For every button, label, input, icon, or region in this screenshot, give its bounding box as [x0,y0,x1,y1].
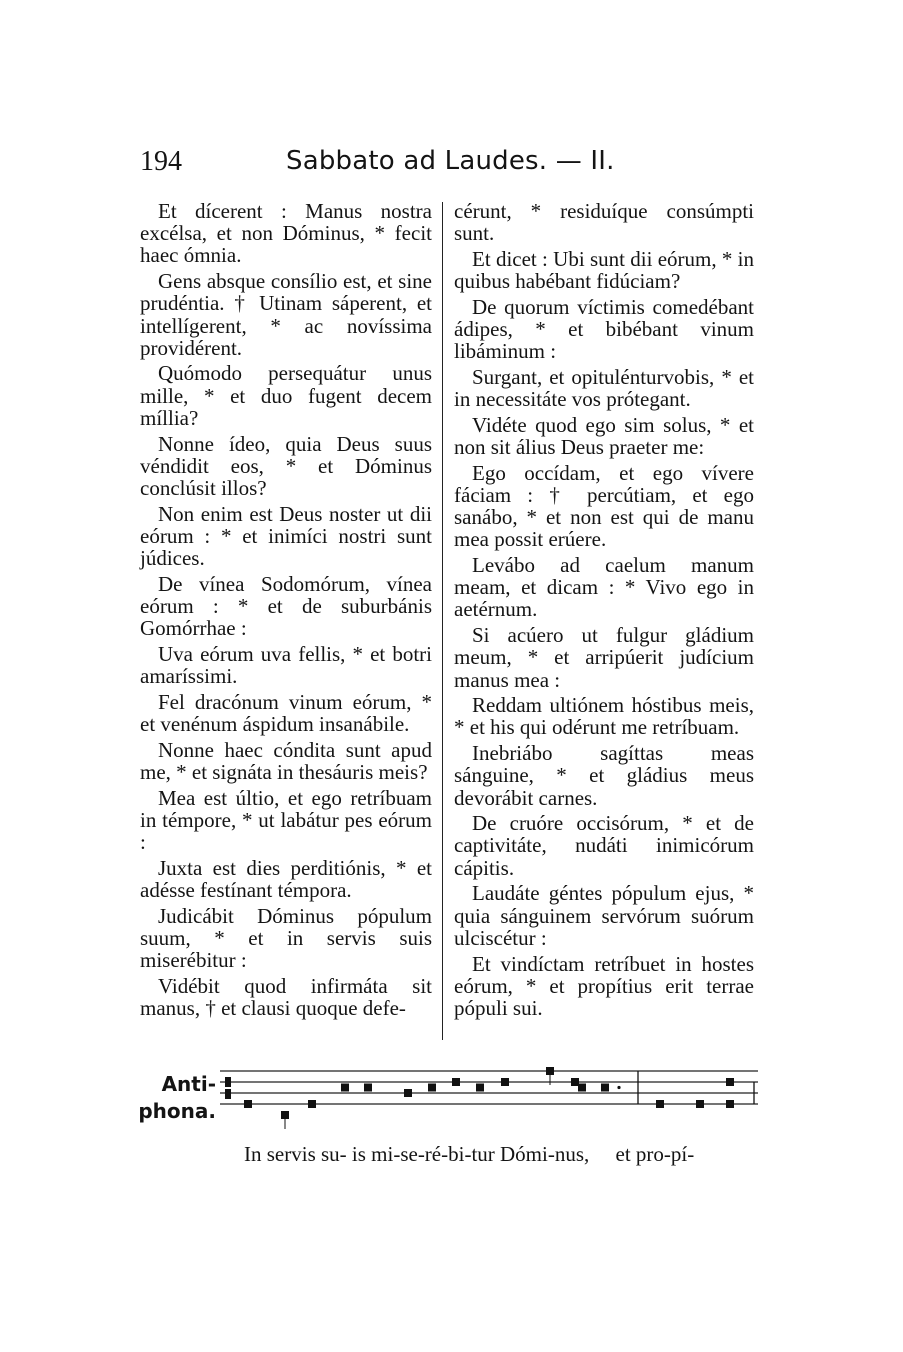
verse: Gens absque consílio est, et sine prudéntia. † Utinam sáperent, et intellígerent, * ac novíssima providérent. [140,269,432,360]
clef-mark [225,1089,231,1099]
chant-note [696,1100,704,1108]
verse: Quómodo persequátur unus mille, * et duo fugent decem míllia? [140,361,432,430]
right-column [454,200,754,1023]
antiphon-lyrics: In servis su- is mi-se-ré-bi-tur Dómi-nus, et pro-pí- [244,1142,695,1166]
verse: Et dicet : Ubi sunt dii eórum, * in quibus habébant fidúciam? [454,246,754,294]
verse: Surgant, et opitulénturvobis, * et in necessitáte vos prótegant. [454,364,754,412]
verse: Et vindíctam retríbuet in hostes eórum, * et propítius erit terrae pópuli sui. [454,951,754,1020]
verse: Ego occídam, et ego vívere fáciam : † percútiam, et ego sanábo, * et non est qui de manu mea possit erúere. [454,460,754,552]
verse: Laudáte géntes pópulum ejus, * quia sánguinem servórum suórum ulciscétur : [454,881,754,950]
antiphon-label [134,1071,216,1125]
verse: Reddam ultiónem hóstibus meis, * et his qui odérunt me retríbuam. [454,693,754,740]
chant-note [428,1084,436,1092]
chant-note [571,1078,579,1086]
clef-mark [225,1077,231,1087]
verse: Fel dracónum vinum eórum, * et venénum áspidum insanábile. [140,689,432,736]
verse: cérunt, * residuíque consúmpti sunt. [454,199,754,246]
antiphon-label-line: phona. [138,1099,216,1123]
chant-note [452,1078,460,1086]
verse: Nonne haec cóndita sunt apud me, * et signáta in thesáuris meis? [140,737,432,784]
left-column [140,200,432,1023]
chant-staff [220,1060,765,1140]
chant-note [341,1084,349,1092]
antiphon-label-line: Anti- [161,1072,216,1096]
verse: Vidébit quod infirmáta sit manus, † et clausi quoque defe- [140,973,432,1020]
chant-note [308,1100,316,1108]
verse: Nonne ídeo, quia Deus suus véndidit eos, * et Dóminus conclúsit illos? [140,431,432,500]
verse: Si acúero ut fulgur gládium meum, * et arripúerit judícium manus mea : [454,623,754,692]
mora-dot [617,1086,620,1089]
verse: De cruóre occisórum, * et de captivitáte, nudáti inimicórum cápitis. [454,811,754,880]
verse: Judicábit Dóminus pópulum suum, * et in servis suis miserébitur : [140,903,432,972]
chant-note [601,1084,609,1092]
verse: Non enim est Deus noster ut dii eórum : * et inimíci nostri sunt júdices. [140,501,432,571]
column-divider [442,202,443,1040]
chant-note [404,1089,412,1097]
chant-note [501,1078,509,1086]
verse: Mea est últio, et ego retríbuam in témpore, * ut labátur pes eórum : [140,785,432,854]
chant-note [244,1100,252,1108]
verse: De vínea Sodomórum, vínea eórum : * et de suburbánis Gomórrhae : [140,571,432,641]
chant-note [364,1084,372,1092]
chant-note [726,1100,734,1108]
page-number: 194 [140,146,182,177]
chant-note [656,1100,664,1108]
chant-note [476,1084,484,1092]
verse: Juxta est dies perditiónis, * et adésse festínant témpora. [140,855,432,902]
page-header [140,146,760,180]
verse: Et dícerent : Manus nostra excélsa, et non Dóminus, * fecit haec ómnia. [140,199,432,268]
verse: Vidéte quod ego sim solus, * et non sit álius Deus praeter me: [454,412,754,460]
chant-note [578,1084,586,1092]
verse: De quorum víctimis comedébant ádipes, * et bibébant vinum libáminum : [454,294,754,364]
verse: Levábo ad caelum manum meam, et dicam : * Vivo ego in aetérnum. [454,553,754,622]
verse: Inebriábo sagíttas meas sánguine, * et gládius meus devorábit carnes. [454,741,754,810]
verse: Uva eórum uva fellis, * et botri amaríssimi. [140,641,432,689]
chant-note [726,1078,734,1086]
running-title: Sabbato ad Laudes. — II. [286,146,615,176]
